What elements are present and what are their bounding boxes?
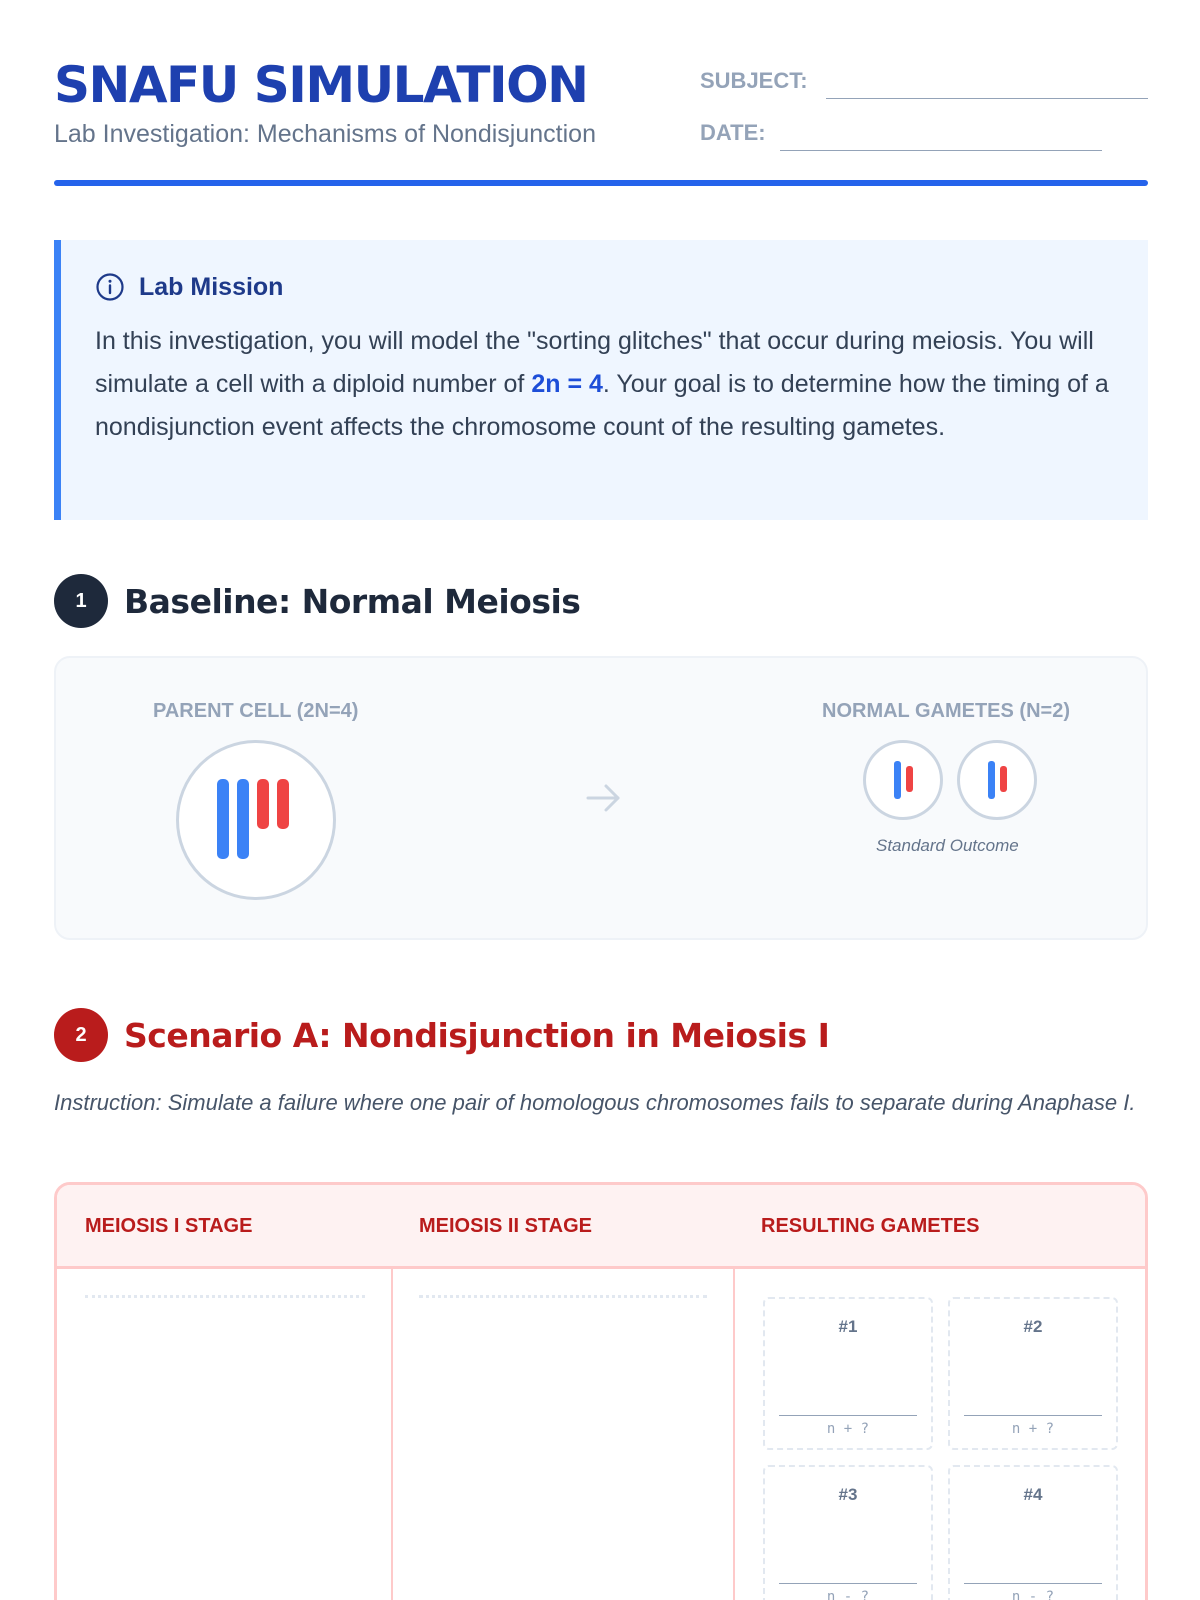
- header-divider: [54, 180, 1148, 186]
- scenario-a-table: [54, 1182, 1148, 1600]
- section-1-number: 1: [54, 574, 108, 628]
- gamete-1-red-chromosome: [906, 766, 913, 792]
- diploid-number-highlight: 2n = 4: [531, 370, 603, 398]
- standard-outcome-label: Standard Outcome: [876, 836, 1019, 855]
- meiosis-1-drawing-area[interactable]: [85, 1295, 365, 1298]
- gamete-box-3-count: n - ?: [826, 1589, 870, 1600]
- mission-text-part2: . Your goal is to determine how the timing of a nondisjunction event affects the chromosome count of the resulting gametes.: [95, 370, 1109, 441]
- chromosome-red-short-2: [277, 779, 289, 829]
- section-2-header: [54, 1008, 829, 1062]
- gamete-box-4-count: n - ?: [1011, 1589, 1055, 1600]
- gamete-box-1-answer-line: [779, 1415, 917, 1416]
- gamete-box-3-answer-line: [779, 1583, 917, 1584]
- parent-cell: [176, 740, 336, 900]
- gamete-box-3[interactable]: [763, 1465, 933, 1600]
- scenario-a-instruction: Instruction: Simulate a failure where one pair of homologous chromosomes fails to separate during Anaphase I.: [54, 1090, 1136, 1115]
- gamete-box-2-label: #2: [1023, 1317, 1043, 1336]
- mission-text-part1: In this investigation, you will model the "sorting glitches" that occur during meiosis. You will simulate a cell with a diploid number of: [95, 327, 1094, 398]
- section-2-number: 2: [54, 1008, 108, 1062]
- gamete-1-blue-chromosome: [894, 761, 901, 799]
- gamete-box-4-answer-line: [964, 1583, 1102, 1584]
- normal-gamete-2: [957, 740, 1037, 820]
- date-label: DATE:: [700, 120, 766, 145]
- page-subtitle: Lab Investigation: Mechanisms of Nondisjunction: [54, 120, 596, 148]
- gamete-box-4-label: #4: [1023, 1485, 1043, 1504]
- worksheet-header: [54, 52, 1148, 188]
- gamete-2-blue-chromosome: [988, 761, 995, 799]
- arrow-right-icon: [582, 776, 626, 820]
- column-divider-1: [391, 1269, 393, 1600]
- subject-label: SUBJECT:: [700, 68, 808, 93]
- gamete-box-2-answer-line: [964, 1415, 1102, 1416]
- gamete-box-1-label: #1: [838, 1317, 858, 1336]
- info-icon: [95, 272, 125, 302]
- section-1-title: Baseline: Normal Meiosis: [124, 581, 581, 621]
- chromosome-red-short-1: [257, 779, 269, 829]
- subject-field[interactable]: [826, 98, 1148, 99]
- mission-title: Lab Mission: [139, 272, 284, 301]
- gamete-box-1-count: n + ?: [826, 1421, 870, 1437]
- lab-mission-box: [54, 240, 1148, 520]
- column-header-meiosis-2: MEIOSIS II STAGE: [419, 1215, 592, 1237]
- baseline-panel: [54, 656, 1148, 940]
- gamete-box-4[interactable]: [948, 1465, 1118, 1600]
- page-title: SNAFU SIMULATION: [54, 56, 588, 114]
- column-header-meiosis-1: MEIOSIS I STAGE: [85, 1215, 253, 1237]
- meiosis-2-drawing-area[interactable]: [419, 1295, 707, 1298]
- chromosome-blue-long-1: [217, 779, 229, 859]
- date-field[interactable]: [780, 150, 1102, 151]
- chromosome-blue-long-2: [237, 779, 249, 859]
- normal-gametes-caption: NORMAL GAMETES (N=2): [822, 700, 1070, 722]
- section-1-header: [54, 574, 580, 628]
- gamete-2-red-chromosome: [1000, 766, 1007, 792]
- column-divider-2: [733, 1269, 735, 1600]
- gamete-box-3-label: #3: [838, 1485, 858, 1504]
- normal-gamete-1: [863, 740, 943, 820]
- mission-text: [95, 320, 1114, 449]
- gamete-box-2-count: n + ?: [1011, 1421, 1055, 1437]
- table-header: [57, 1185, 1145, 1269]
- section-2-title: Scenario A: Nondisjunction in Meiosis I: [124, 1015, 830, 1055]
- gamete-box-2[interactable]: [948, 1297, 1118, 1450]
- parent-cell-caption: PARENT CELL (2N=4): [153, 700, 359, 722]
- column-header-gametes: RESULTING GAMETES: [761, 1215, 980, 1237]
- gamete-box-1[interactable]: [763, 1297, 933, 1450]
